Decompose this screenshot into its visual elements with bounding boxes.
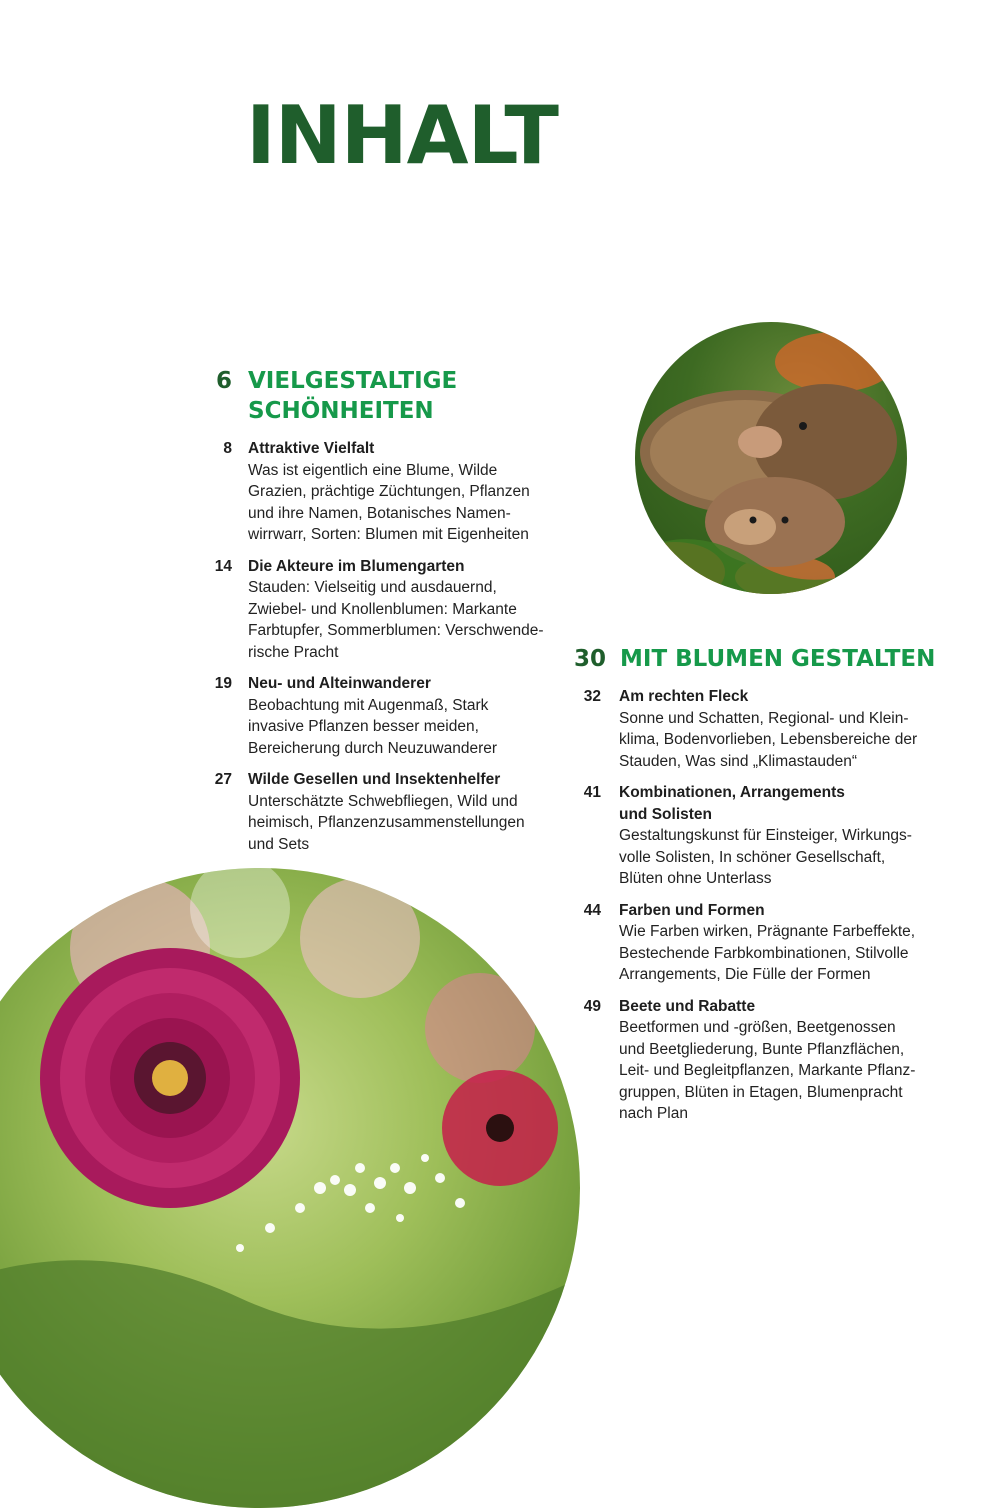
toc-entry[interactable] [560,996,980,1125]
entry-page-number: 8 [223,440,232,457]
chapter-vielgestaltige-schoenheiten [190,366,570,855]
toc-entry[interactable] [560,782,980,890]
entry-title: Farben und Formen [619,901,765,919]
entry-description: Beetformen und -größen, Beetgenossen und Beetgliederung, Bunte Pflanzflächen, Leit- und Begleitpflanzen, Markante Pflanz- gruppen, Blüten in Etagen, Blumenpracht nach Plan [619,1019,916,1122]
entry-page-number: 49 [583,997,601,1015]
entry-page-number: 19 [214,675,232,692]
entry-description: Stauden: Vielseitig und ausdauernd, Zwiebel- und Knollenblumen: Markante Farbtupfer, Sommerblumen: Verschwende- rische Pracht [248,579,544,661]
page-title: INHALT [246,89,558,182]
chapter-mit-blumen-gestalten [560,644,980,1125]
entry-page-number: 27 [214,771,232,788]
entry-title: Attraktive Vielfalt [248,440,375,457]
entry-description: Gestaltungskunst für Einsteiger, Wirkungs- volle Solisten, In schöner Gesellschaft, Blüten ohne Unterlass [619,827,912,887]
entry-title: Beete und Rabatte [619,997,756,1015]
entry-title: Wilde Gesellen und Insektenhelfer [248,771,501,788]
entry-page-number: 14 [214,557,232,575]
chapter-title: MIT BLUMEN GESTALTEN [620,646,936,672]
toc-entry[interactable] [190,438,570,546]
entry-description: Sonne und Schatten, Regional- und Klein- klima, Bodenvorlieben, Lebensbereiche der Stauden, Was sind „Klimastauden“ [619,709,918,770]
entry-page-number: 44 [583,901,601,919]
entry-title: Neu- und Alteinwanderer [248,675,431,692]
chapter-page-number: 6 [215,368,232,394]
entry-description: Beobachtung mit Augenmaß, Stark invasive Pflanzen besser meiden, Bereicherung durch Neuzuwanderer [248,696,498,757]
entry-description: Unterschätzte Schwebfliegen, Wild und heimisch, Pflanzenzusammenstellungen und Sets [248,792,525,853]
entry-description: Wie Farben wirken, Prägnante Farbeffekte, Bestechende Farbkombinationen, Stilvolle Arrangements, Die Fülle der Formen [619,923,916,983]
hedgehog-photo [635,322,907,594]
toc-entry[interactable] [560,900,980,986]
chapter-heading [190,366,570,426]
toc-entry[interactable] [190,673,570,759]
flower-photo [0,868,580,1508]
chapter-title: VIELGESTALTIGE SCHÖNHEITEN [248,368,458,424]
entry-page-number: 41 [583,784,601,801]
chapter-heading [560,644,980,674]
chapter-page-number: 30 [573,646,606,672]
entry-page-number: 32 [583,688,601,705]
entry-title: Die Akteure im Blumengarten [248,557,465,575]
entry-title: Am rechten Fleck [619,688,749,705]
toc-entry[interactable] [560,686,980,772]
entry-title: Kombinationen, Arrangements und Solisten [619,784,845,823]
toc-entry[interactable] [190,769,570,855]
entry-description: Was ist eigentlich eine Blume, Wilde Grazien, prächtige Züchtungen, Pflanzen und ihre Namen, Botanisches Namen- wirrwarr, Sorten: Blumen mit Eigenheiten [248,461,530,543]
toc-entry[interactable] [190,556,570,664]
